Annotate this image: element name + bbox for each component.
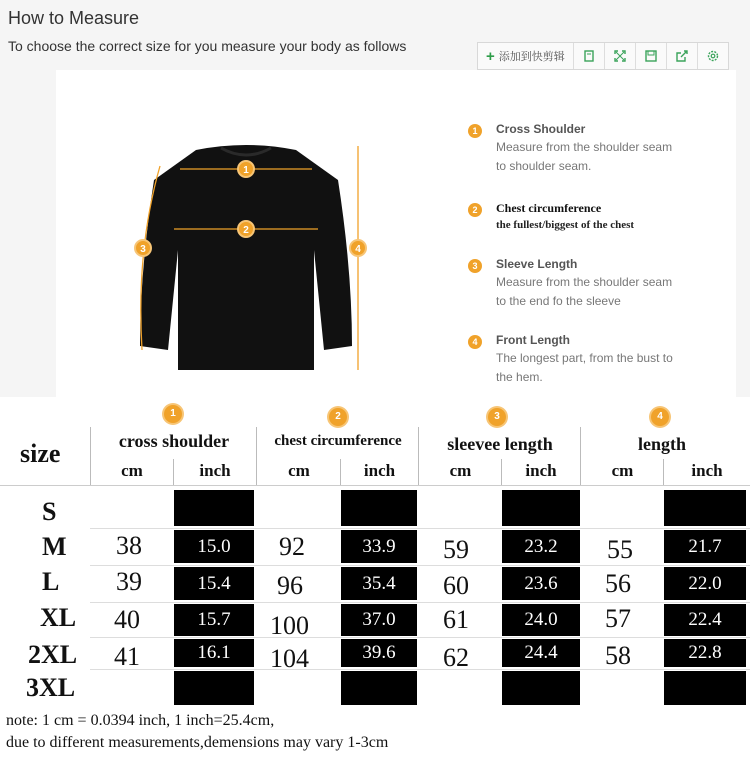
clip-toolbar xyxy=(477,42,729,70)
unit-cm: cm xyxy=(288,461,310,480)
guide-item-chest xyxy=(468,201,728,235)
inch-cell xyxy=(341,671,417,705)
inch-cell: 24.4 xyxy=(502,639,580,667)
diagram-marker-2 xyxy=(238,221,254,237)
cm-cell: 39 xyxy=(116,567,142,596)
group-number-badge: 1 xyxy=(164,405,182,423)
inch-cell: 23.6 xyxy=(502,567,580,600)
size-table xyxy=(0,397,750,707)
diagram-marker-4 xyxy=(350,240,366,256)
inch-cell xyxy=(502,671,580,705)
note-line: note: 1 cm = 0.0394 inch, 1 inch=25.4cm, xyxy=(6,712,275,729)
note-line: due to different measurements,demensions may vary 1-3cm xyxy=(6,734,389,751)
guide-heading: Chest circumference xyxy=(496,201,602,215)
guide-heading: Front Length xyxy=(496,333,570,347)
unit-inch: inch xyxy=(199,461,231,480)
svg-text:3: 3 xyxy=(140,244,146,255)
guide-text: Measure from the shoulder seam to shoulder seam. xyxy=(496,140,673,173)
unit-inch: inch xyxy=(691,461,723,480)
cm-cell: 62 xyxy=(443,643,469,672)
inch-cell: 33.9 xyxy=(341,530,417,563)
unit-inch: inch xyxy=(525,461,557,480)
inch-cell: 15.7 xyxy=(174,604,254,636)
inch-cell: 37.0 xyxy=(341,604,417,636)
group-number-badge: 2 xyxy=(329,408,347,426)
inch-cell: 21.7 xyxy=(664,530,746,563)
size-label: 3XL xyxy=(26,673,76,702)
cm-cell: 57 xyxy=(605,604,631,633)
size-label: 2XL xyxy=(28,640,78,669)
unit-cm: cm xyxy=(121,461,143,480)
inch-cell: 24.0 xyxy=(502,604,580,636)
inch-cell: 22.0 xyxy=(664,567,746,600)
share-icon[interactable] xyxy=(667,43,698,69)
group-header: cross shoulder xyxy=(118,431,230,451)
guide-heading: Sleeve Length xyxy=(496,257,578,271)
size-label: XL xyxy=(40,603,77,632)
conversion-note xyxy=(6,710,388,754)
group-header: sleevee length xyxy=(447,434,553,454)
add-to-clip-label: 添加到快剪辑 xyxy=(498,51,565,63)
inch-cell: 39.6 xyxy=(341,639,417,667)
bookmark-icon[interactable] xyxy=(574,43,605,69)
cm-cell: 59 xyxy=(443,535,469,564)
guide-number-badge: 1 xyxy=(468,124,482,138)
add-to-clip-button[interactable] xyxy=(478,43,574,69)
plus-icon: + xyxy=(486,47,495,65)
size-label: S xyxy=(42,497,57,526)
guide-heading: Cross Shoulder xyxy=(496,122,586,136)
cm-cell: 55 xyxy=(607,535,633,564)
unit-cm: cm xyxy=(449,461,472,480)
inch-cell xyxy=(664,490,746,526)
cm-cell: 40 xyxy=(114,605,140,634)
measure-guide-card xyxy=(56,70,736,397)
unit-inch: inch xyxy=(363,461,396,480)
inch-cell: 15.0 xyxy=(174,530,254,563)
cm-cell: 104 xyxy=(270,644,309,673)
guide-text: the fullest/biggest of the chest xyxy=(496,219,635,231)
inch-cell: 22.8 xyxy=(664,639,746,667)
guide-text: Measure from the shoulder seam to the end fo the sleeve xyxy=(496,275,673,308)
cm-cell: 92 xyxy=(279,532,305,561)
inch-cell: 35.4 xyxy=(341,567,417,600)
diagram-marker-1 xyxy=(238,161,254,177)
cm-cell: 96 xyxy=(277,571,303,600)
sweater-diagram xyxy=(56,70,456,397)
svg-text:4: 4 xyxy=(355,244,361,255)
inch-cell: 15.4 xyxy=(174,567,254,600)
cm-cell: 38 xyxy=(116,531,142,560)
cm-cell: 100 xyxy=(270,611,309,640)
guide-item-front-length xyxy=(468,333,728,387)
inch-cell xyxy=(664,671,746,705)
size-label: M xyxy=(42,532,67,561)
inch-cell: 22.4 xyxy=(664,604,746,636)
inch-cell: 16.1 xyxy=(174,639,254,667)
group-number-badge: 4 xyxy=(651,408,669,426)
group-header: length xyxy=(637,434,686,454)
cm-cell: 41 xyxy=(114,642,140,671)
svg-text:2: 2 xyxy=(243,225,249,236)
group-header: chest circumference xyxy=(274,433,402,449)
guide-number-badge: 3 xyxy=(468,259,482,273)
svg-text:1: 1 xyxy=(243,165,249,176)
page-subtitle: To choose the correct size for you measure your body as follows xyxy=(8,38,407,54)
group-number-badge: 3 xyxy=(488,408,506,426)
cm-cell: 58 xyxy=(605,641,631,670)
guide-number-badge: 4 xyxy=(468,335,482,349)
inch-cell xyxy=(502,490,580,526)
cm-cell: 61 xyxy=(443,605,469,634)
guide-number-badge: 2 xyxy=(468,203,482,217)
guide-text: The longest part, from the bust to the hem. xyxy=(496,351,673,384)
guide-item-cross-shoulder xyxy=(468,122,728,176)
page-title: How to Measure xyxy=(8,8,140,28)
save-icon[interactable] xyxy=(636,43,667,69)
cm-cell: 56 xyxy=(605,569,631,598)
expand-icon[interactable] xyxy=(605,43,636,69)
inch-cell xyxy=(174,671,254,705)
guide-item-sleeve xyxy=(468,257,728,311)
inch-cell: 23.2 xyxy=(502,530,580,563)
cm-cell: 60 xyxy=(443,571,469,600)
size-label: L xyxy=(42,567,60,596)
size-column-header: size xyxy=(20,439,61,468)
settings-icon[interactable] xyxy=(698,43,728,69)
diagram-marker-3 xyxy=(135,240,151,256)
inch-cell xyxy=(174,490,254,526)
unit-cm: cm xyxy=(611,461,634,480)
inch-cell xyxy=(341,490,417,526)
